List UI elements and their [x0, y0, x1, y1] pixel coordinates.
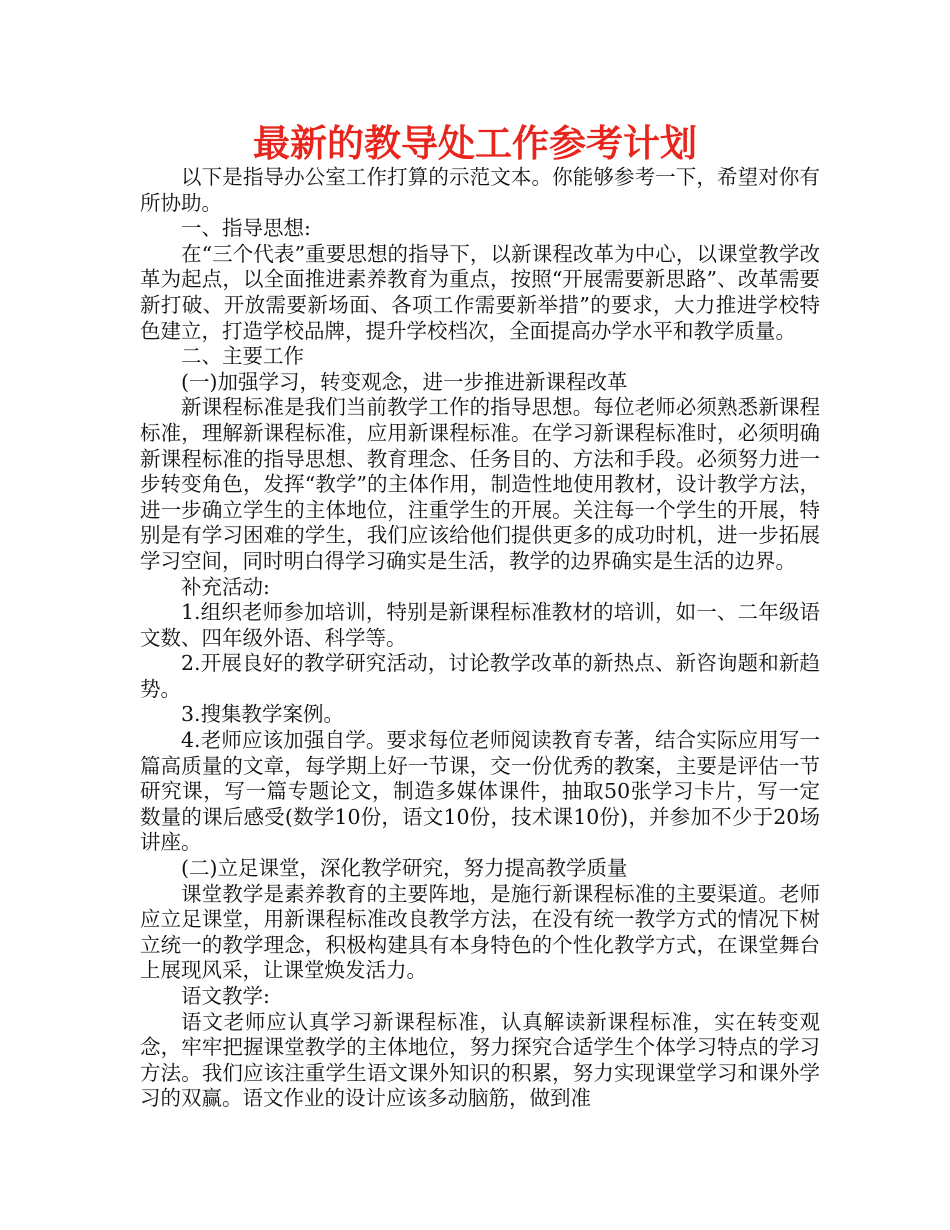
activity-item-2: 2.开展良好的教学研究活动，讨论教学改革的新热点、新咨询题和新趋势。 — [140, 651, 820, 701]
subsection-heading-2: (二)立足课堂，深化教学研究，努力提高教学质量 — [181, 856, 628, 881]
classroom-teaching-paragraph: 课堂教学是素养教育的主要阵地，是施行新课程标准的主要渠道。老师应立足课堂，用新课程标准改良教学方法，在没有统一教学方式的情况下树立统一的教学理念，积极构建具有本身特色的个性化教学方式，在课堂舞台上展现风采，让课堂焕发活力。 — [140, 881, 820, 983]
supplementary-activities-heading: 补充活动: — [181, 574, 270, 599]
section-heading-guiding-ideology: 一、指导思想: — [181, 216, 311, 241]
activity-item-4: 4.老师应该加强自学。要求每位老师阅读教育专著，结合实际应用写一篇高质量的文章，每学期上好一节课，交一份优秀的教案，主要是评估一节研究课，写一篇专题论文，制造多媒体课件，抽取50张学习卡片，写一定数量的课后感受(数学10份，语文10份，技术课10份)，并参加不少于20场讲座。 — [140, 728, 820, 855]
subsection-heading-1: (一)加强学习，转变观念，进一步推进新课程改革 — [181, 369, 628, 394]
chinese-teaching-heading: 语文教学: — [181, 984, 270, 1008]
document-body — [140, 165, 820, 1112]
guiding-ideology-paragraph: 在“三个代表”重要思想的指导下，以新课程改革为中心，以课堂教学改革为起点，以全面推进素养教育为重点，按照“开展需要新思路”、改革需要新打破、开放需要新场面、各项工作需要新举措”的要求，大力推进学校特色建立，打造学校品牌，提升学校档次，全面提高办学水平和教学质量。 — [140, 241, 820, 343]
intro-paragraph: 以下是指导办公室工作打算的示范文本。你能够参考一下，希望对你有所协助。 — [140, 165, 820, 215]
activity-item-3: 3.搜集教学案例。 — [181, 702, 345, 727]
activity-item-1: 1.组织老师参加培训，特别是新课程标准教材的培训，如一、二年级语文数、四年级外语、科学等。 — [140, 600, 820, 650]
document-title: 最新的教导处工作参考计划 — [253, 122, 697, 165]
section-heading-main-work: 二、主要工作 — [181, 344, 304, 369]
chinese-teaching-paragraph: 语文老师应认真学习新课程标准，认真解读新课程标准，实在转变观念，牢牢把握课堂教学的主体地位，努力探究合适学生个体学习特点的学习方法。我们应该注重学生语文课外知识的积累，努力实现课堂学习和课外学习的双赢。语文作业的设计应该多动脑筋，做到准 — [140, 1009, 820, 1111]
curriculum-standard-paragraph: 新课程标准是我们当前教学工作的指导思想。每位老师必须熟悉新课程标准，理解新课程标准，应用新课程标准。在学习新课程标准时，必须明确新课程标准的指导思想、教育理念、任务目的、方法和手段。必须努力进一步转变角色，发挥“教学”的主体作用，制造性地使用教材，设计教学方法，进一步确立学生的主体地位，注重学生的开展。关注每一个学生的开展，特别是有学习困难的学生，我们应该给他们提供更多的成功时机，进一步拓展学习空间，同时明白得学习确实是生活，教学的边界确实是生活的边界。 — [140, 395, 820, 573]
